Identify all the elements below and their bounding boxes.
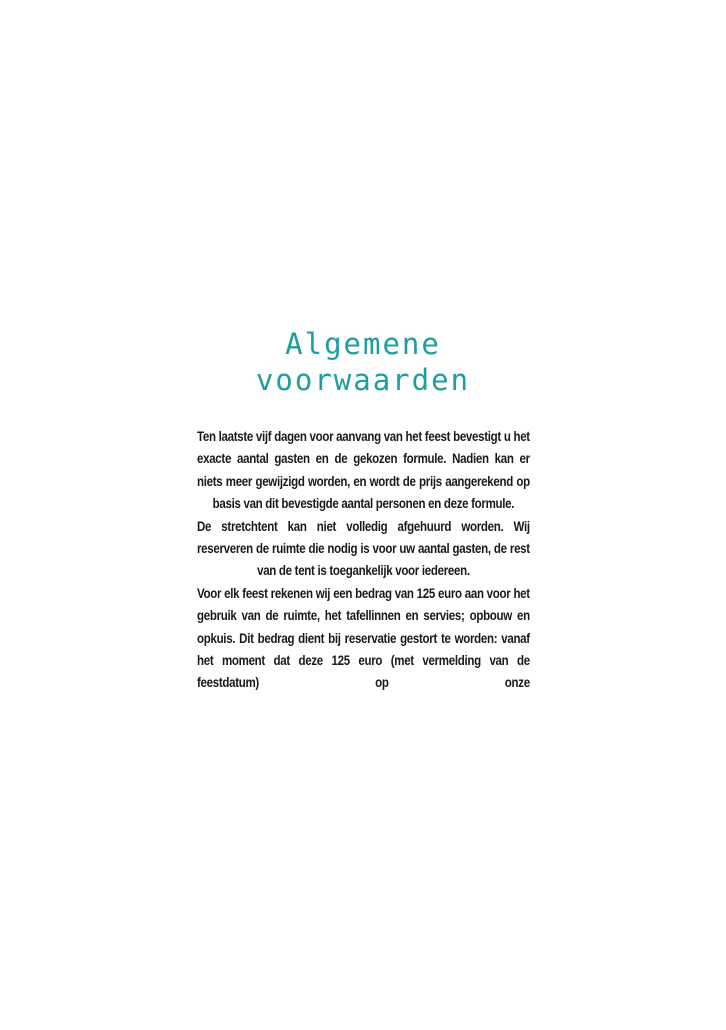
terms-body	[197, 426, 530, 695]
terms-paragraph-confirmation: Ten laatste vijf dagen voor aanvang van het feest bevestigt u het exacte aantal gasten en de gekozen formule. Nadien kan er niets meer gewijzigd worden, en wordt de prijs aangerekend op basis van dit bevestigde aantal personen en deze formule.	[197, 429, 530, 512]
page-title	[0, 326, 726, 398]
page-title-line-2: voorwaarden	[255, 363, 471, 397]
page-title-line-1: Algemene	[285, 327, 441, 361]
terms-paragraph-tent: De stretchtent kan niet volledig afgehuurd worden. Wij reserveren de ruimte die nodig is voor uw aantal gasten, de rest van de tent is toegankelijk voor iedereen.	[197, 518, 530, 579]
terms-paragraph-fee: Voor elk feest rekenen wij een bedrag van 125 euro aan voor het gebruik van de ruimte, het tafellinnen en servies; opbouw en opkuis. Dit bedrag dient bij reservatie gestort te worden: vanaf het moment dat deze 125 euro (met vermelding van de feestdatum) op onze	[197, 585, 530, 691]
